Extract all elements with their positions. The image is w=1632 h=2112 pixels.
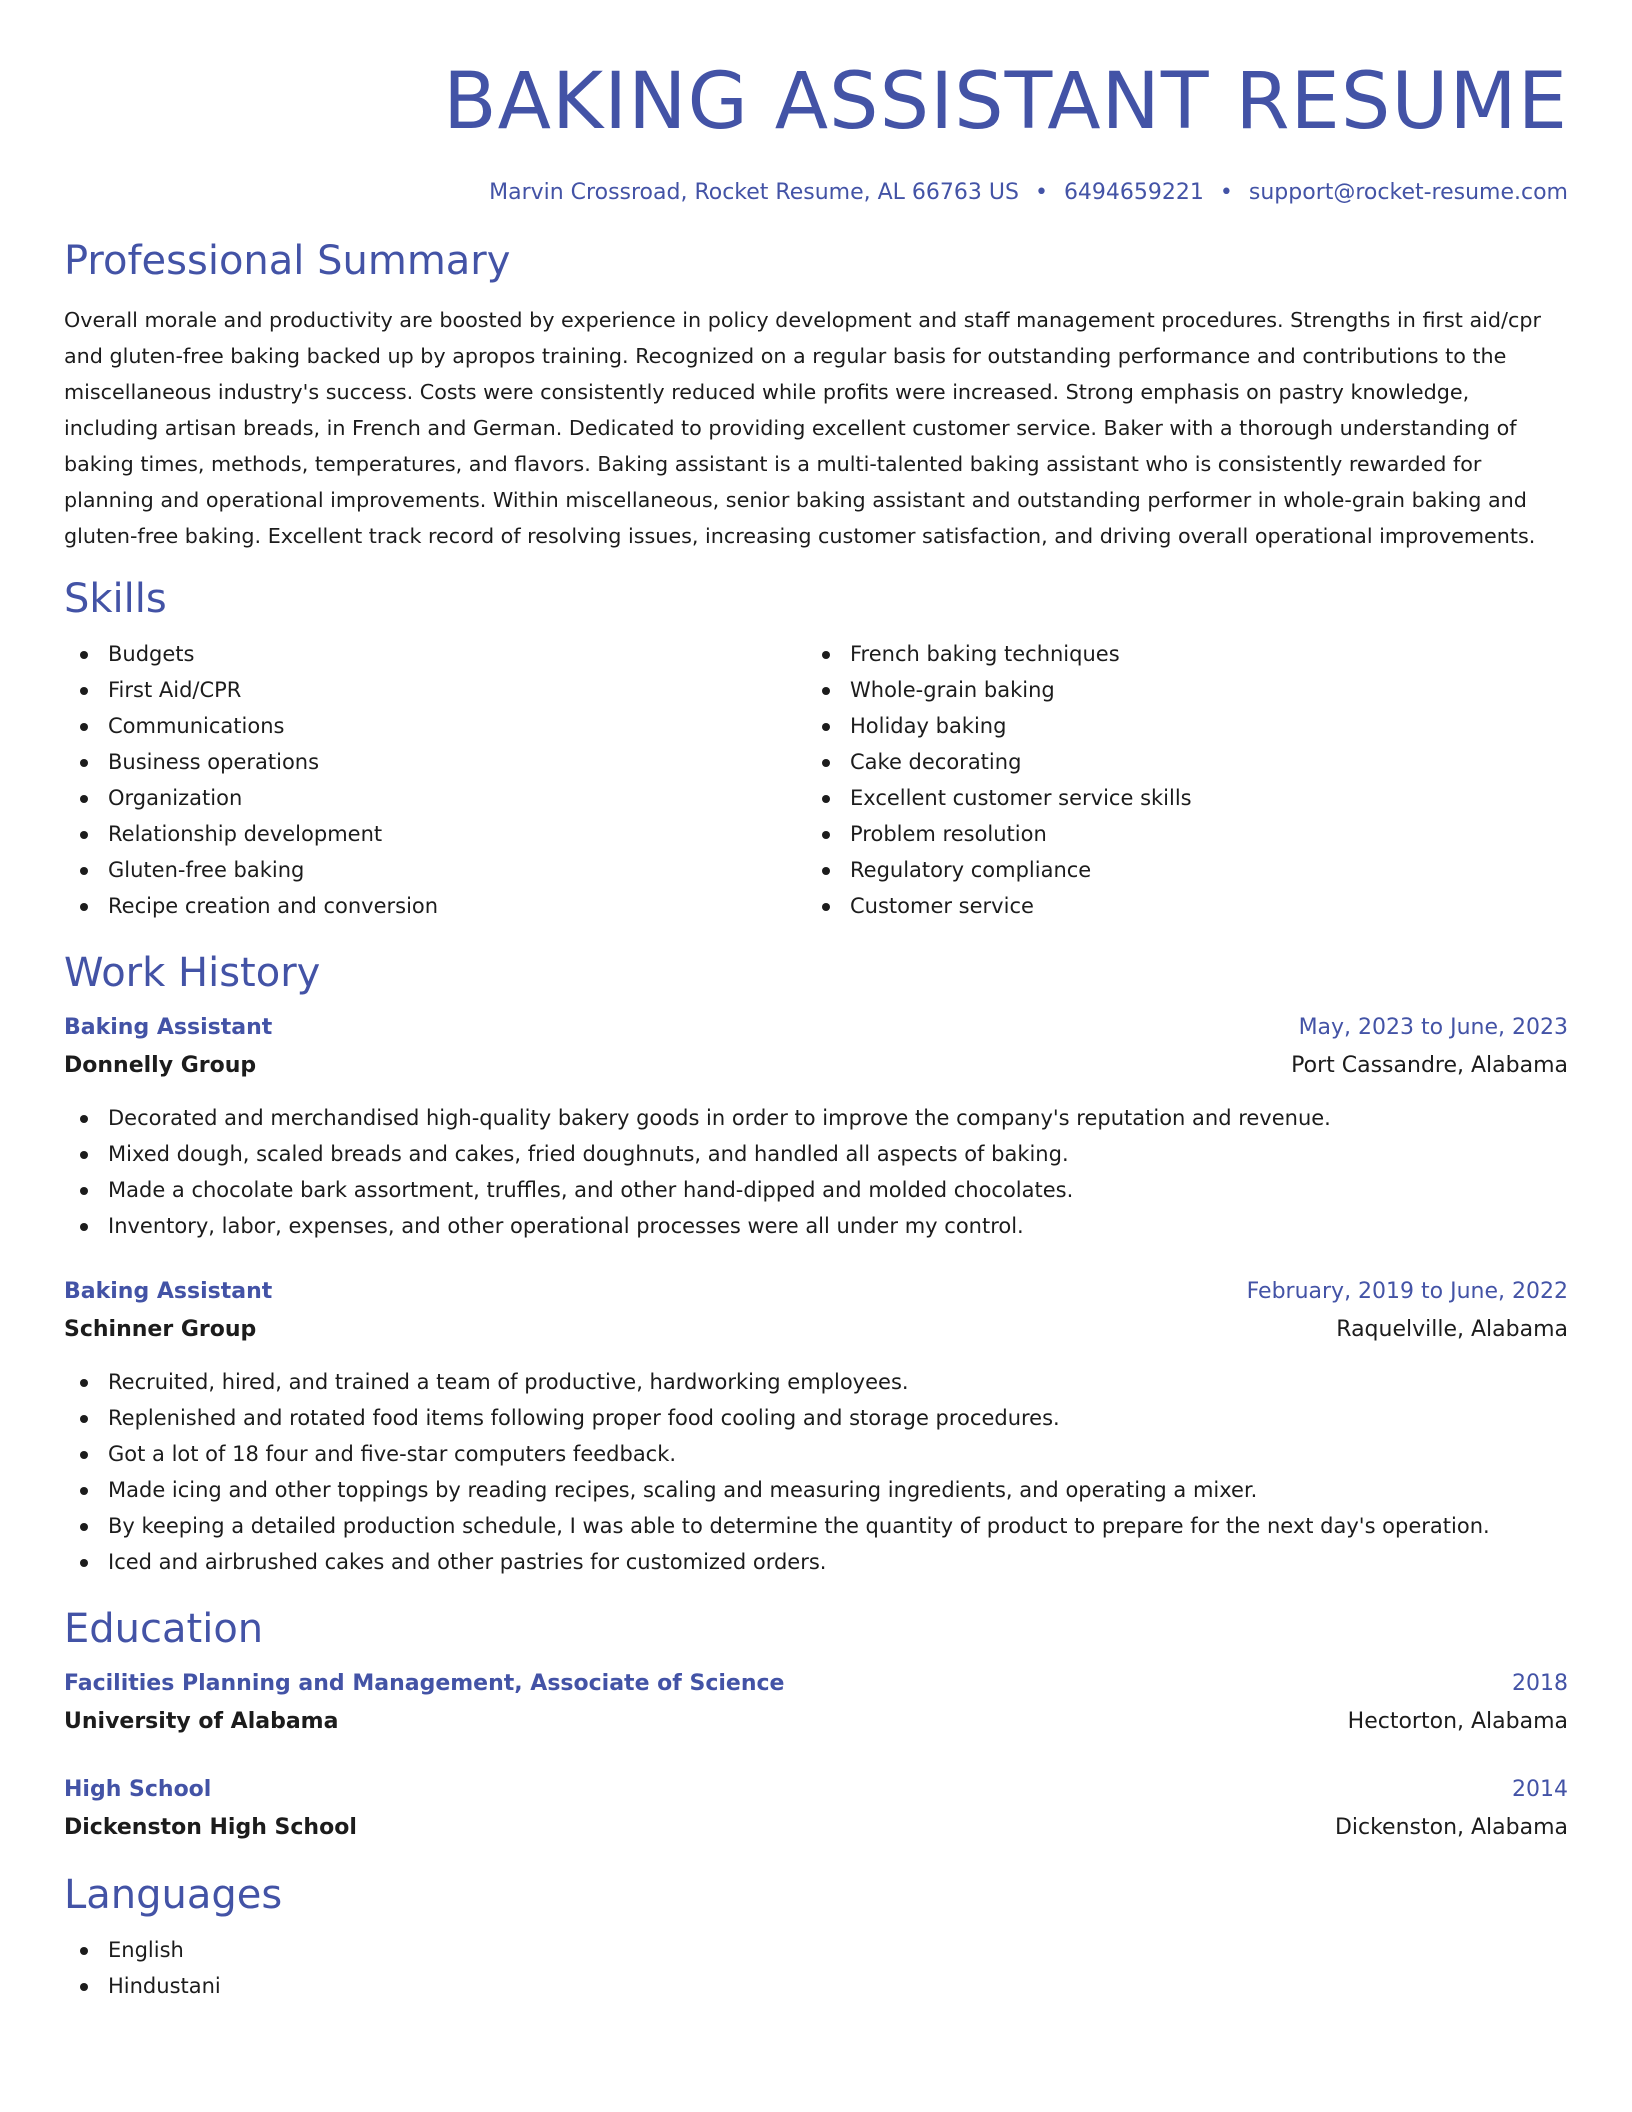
summary-section — [64, 236, 1568, 554]
contact-separator: • — [1219, 180, 1233, 205]
job-company-row — [64, 1310, 1568, 1350]
education-location: Dickenston, Alabama — [1334, 1815, 1568, 1840]
job-bullet: Got a lot of 18 four and five-star computers feedback. — [64, 1436, 1568, 1472]
skills-heading: Skills — [64, 576, 167, 622]
skill-item: Organization — [64, 780, 806, 816]
summary-text: Overall morale and productivity are boosted by experience in policy development and staff management procedures. Strengths in first aid/cpr and gluten-free baking backed up by apropos training. Recognized on a regular basis for outstanding performance and contributions to the miscellaneous industry's success. Costs were consistently reduced while profits were increased. Strong emphasis on pastry knowledge, including artisan breads, in French and German. Dedicated to providing excellent customer service. Baker with a thorough understanding of baking times, methods, temperatures, and flavors. Baking assistant is a multi-talented baking assistant who is consistently rewarded for planning and operational improvements. Within miscellaneous, senior baking assistant and outstanding performer in whole-grain baking and gluten-free baking. Excellent track record of resolving issues, increasing customer satisfaction, and driving overall operational improvements. — [64, 308, 1541, 548]
education-school-row — [64, 1808, 1568, 1848]
job-bullet: Iced and airbrushed cakes and other pastries for customized orders. — [64, 1544, 1568, 1580]
education-entry — [64, 1666, 1568, 1742]
languages-heading: Languages — [64, 1872, 283, 1918]
job-entry — [64, 1274, 1568, 1580]
job-bullet: Mixed dough, scaled breads and cakes, fried doughnuts, and handled all aspects of baking. — [64, 1136, 1568, 1172]
job-bullet: Replenished and rotated food items following proper food cooling and storage procedures. — [64, 1400, 1568, 1436]
job-company: Donnelly Group — [64, 1053, 257, 1078]
job-bullets — [64, 1364, 1568, 1580]
skill-item: Recipe creation and conversion — [64, 888, 806, 924]
skill-item: Regulatory compliance — [806, 852, 1548, 888]
education-section — [64, 1604, 1568, 1848]
education-location: Hectorton, Alabama — [1347, 1709, 1568, 1734]
job-bullet: Made icing and other toppings by reading recipes, scaling and measuring ingredients, and operating a mixer. — [64, 1472, 1568, 1508]
education-header-row — [64, 1772, 1568, 1808]
skill-item: Relationship development — [64, 816, 806, 852]
skill-item: Budgets — [64, 636, 806, 672]
contact-address: Marvin Crossroad, Rocket Resume, AL 66763 US — [489, 180, 1019, 205]
education-degree: Facilities Planning and Management, Associate of Science — [64, 1671, 785, 1696]
job-dates: February, 2019 to June, 2022 — [1246, 1279, 1568, 1304]
skills-list-right — [806, 636, 1548, 924]
skills-list-left — [64, 636, 806, 924]
work-heading: Work History — [64, 950, 321, 996]
job-bullet: Made a chocolate bark assortment, truffles, and other hand-dipped and molded chocolates. — [64, 1172, 1568, 1208]
skill-item: Problem resolution — [806, 816, 1548, 852]
resume-title: BAKING ASSISTANT RESUME — [443, 57, 1568, 147]
education-heading: Education — [64, 1606, 264, 1652]
job-title: Baking Assistant — [64, 1015, 273, 1040]
job-title: Baking Assistant — [64, 1279, 273, 1304]
job-bullet: By keeping a detailed production schedule, I was able to determine the quantity of product to prepare for the next day's operation. — [64, 1508, 1568, 1544]
languages-list — [64, 1932, 1568, 2004]
education-degree: High School — [64, 1777, 212, 1802]
job-location: Raquelville, Alabama — [1336, 1317, 1568, 1342]
summary-heading: Professional Summary — [64, 238, 511, 284]
job-bullets — [64, 1100, 1568, 1244]
education-school: University of Alabama — [64, 1709, 339, 1734]
job-dates: May, 2023 to June, 2023 — [1298, 1015, 1568, 1040]
job-company-row — [64, 1046, 1568, 1086]
job-bullet: Recruited, hired, and trained a team of productive, hardworking employees. — [64, 1364, 1568, 1400]
education-entry — [64, 1772, 1568, 1848]
contact-line — [64, 178, 1568, 208]
skill-item: Communications — [64, 708, 806, 744]
education-year: 2018 — [1512, 1671, 1568, 1696]
contact-phone[interactable]: 6494659221 — [1063, 180, 1204, 205]
education-year: 2014 — [1512, 1777, 1568, 1802]
education-school-row — [64, 1702, 1568, 1742]
contact-email[interactable]: support@rocket-resume.com — [1248, 180, 1568, 205]
skills-columns — [64, 636, 1568, 924]
job-entry — [64, 1010, 1568, 1244]
job-bullet: Inventory, labor, expenses, and other operational processes were all under my control. — [64, 1208, 1568, 1244]
skill-item: Cake decorating — [806, 744, 1548, 780]
skill-item: Holiday baking — [806, 708, 1548, 744]
skills-section — [64, 574, 1568, 924]
education-header-row — [64, 1666, 1568, 1702]
skill-item: French baking techniques — [806, 636, 1548, 672]
job-location: Port Cassandre, Alabama — [1291, 1053, 1568, 1078]
skill-item: Business operations — [64, 744, 806, 780]
skill-item: Excellent customer service skills — [806, 780, 1548, 816]
language-item: Hindustani — [64, 1968, 1568, 2004]
skill-item: Whole-grain baking — [806, 672, 1548, 708]
language-item: English — [64, 1932, 1568, 1968]
resume-page — [64, 52, 1568, 2004]
job-header-row — [64, 1274, 1568, 1310]
job-bullet: Decorated and merchandised high-quality bakery goods in order to improve the company's reputation and revenue. — [64, 1100, 1568, 1136]
job-header-row — [64, 1010, 1568, 1046]
education-school: Dickenston High School — [64, 1815, 357, 1840]
job-company: Schinner Group — [64, 1317, 257, 1342]
skill-item: Customer service — [806, 888, 1548, 924]
skill-item: Gluten-free baking — [64, 852, 806, 888]
work-section — [64, 948, 1568, 1580]
languages-section — [64, 1870, 1568, 2004]
skill-item: First Aid/CPR — [64, 672, 806, 708]
contact-separator: • — [1034, 180, 1048, 205]
